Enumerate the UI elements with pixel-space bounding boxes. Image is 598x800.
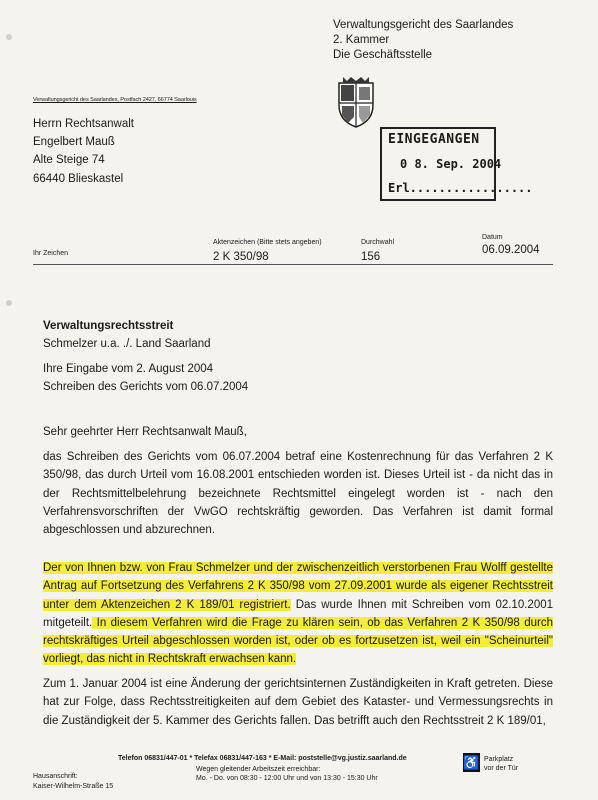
subject-title: Verwaltungsrechtsstreit <box>43 320 174 332</box>
footer-house-label: Hausanschrift: <box>33 773 78 780</box>
divider <box>33 264 553 265</box>
subject-ref: Schreiben des Gerichts vom 06.07.2004 <box>43 381 249 394</box>
paragraph-2 <box>43 559 553 669</box>
salutation: Sehr geehrter Herr Rechtsanwalt Mauß, <box>43 426 247 438</box>
stamp-title: EINGEGANGEN <box>388 132 480 147</box>
footer-house-street: Kaiser-Wilhelm-Straße 15 <box>33 783 114 790</box>
wheelchair-icon: ♿ <box>463 755 480 770</box>
subject-ref: Ihre Eingabe vom 2. August 2004 <box>43 363 214 375</box>
sender-line: 2. Kammer <box>333 34 390 46</box>
footer-hours: Mo. - Do. von 08:30 - 12:00 Uhr und von 13:30 - 15:30 Uhr <box>196 775 378 782</box>
coat-of-arms-icon <box>333 75 379 129</box>
file-no: 2 K 350/98 <box>213 251 269 263</box>
extension-label: Durchwahl <box>361 239 395 246</box>
subject-references <box>43 360 553 397</box>
highlighted-text: In diesem Verfahren wird die Frage zu klären sein, ob das Verfahren 2 K 350/98 durch rechtskräftiges Urteil abgeschlossen worden ist, oder ob es fortzusetzen ist, weil ein "Scheinurteil" vorliegt, das nicht in Rechtskraft erwachsen kann. <box>43 616 553 666</box>
highlighted-text: Der von Ihnen bzw. von Frau Schmelzer und der zwischenzeitlich verstorbenen Frau Wolff gestellte Antrag auf Fortsetzung des Verfahrens 2 K 350/98 vom 27.09.2001 wurde als eigener Rechtsstreit unter dem Aktenzeichen 2 K 189/01 registriert. <box>43 562 553 611</box>
sender-line: Die Geschäftsstelle <box>333 49 433 61</box>
stamp-date: 0 8. Sep. 2004 <box>400 157 502 171</box>
recipient-line: Alte Steige 74 <box>33 154 105 166</box>
extension: 156 <box>361 251 381 263</box>
recipient-line: Herrn Rechtsanwalt <box>33 118 134 130</box>
punch-hole <box>6 300 12 306</box>
footer-parking: Parkplatz <box>484 756 514 763</box>
subject-block <box>43 317 553 354</box>
footer-hours: Wegen gleitender Arbeitszeit erreichbar: <box>196 766 321 773</box>
sender-block <box>333 18 513 63</box>
paragraph-text: Das wurde Ihnen mit Schreiben vom 02.10.2001 mitgeteilt. <box>43 598 554 629</box>
sender-line: Verwaltungsgericht des Saarlandes <box>333 19 514 31</box>
punch-hole <box>6 34 12 40</box>
footer-contact: Telefon 06831/447-01 * Telefax 06831/447-163 * E-Mail: poststelle@vg.justiz.saarland.de <box>118 755 407 762</box>
recipient-line: Engelbert Mauß <box>33 136 115 148</box>
footer-parking: vor der Tür <box>484 765 519 772</box>
stamp-erl: Erl................. <box>388 181 533 195</box>
paragraph-1: das Schreiben des Gerichts vom 06.07.2004 betraf eine Kostenrechnung für das Verfahren 2 K 350/98, das durch Urteil vom 16.08.2001 entschieden worden ist. Dieses Urteil ist - da nicht das in der Rechtsmittelbelehrung bezeichnete Rechtsmittel eingelegt worden ist - nach den Verfahrensvorschriften der VwGO rechtskräftig geworden. Das Verfahren ist damit formal abgeschlossen und abzurechnen. <box>43 451 553 537</box>
received-stamp <box>380 127 533 201</box>
your-ref-label: Ihr Zeichen <box>33 250 69 257</box>
recipient-city: 66440 Blieskastel <box>33 173 124 185</box>
date-label: Datum <box>482 234 503 241</box>
recipient-address <box>33 115 134 169</box>
subject-parties: Schmelzer u.a. ./. Land Saarland <box>43 338 211 351</box>
file-no-label: Aktenzeichen (Bitte stets angeben) <box>213 239 322 246</box>
letter-date: 06.09.2004 <box>482 244 540 256</box>
paragraph-3: Zum 1. Januar 2004 ist eine Änderung der gerichtsinternen Zuständigkeiten in Kraft getreten. Diese hat zur Folge, dass Rechtsstreitigkeiten auf dem Gebiet des Kataster- und Vermessungsrechts in die Zuständigkeit der 5. Kammer des Gerichts fallen. Das betrifft auch den Rechtsstreit 2 K 189/01, <box>43 678 553 727</box>
return-address: Verwaltungsgericht des Saarlandes, Postfach 2427, 66774 Saarlouis <box>33 97 197 103</box>
